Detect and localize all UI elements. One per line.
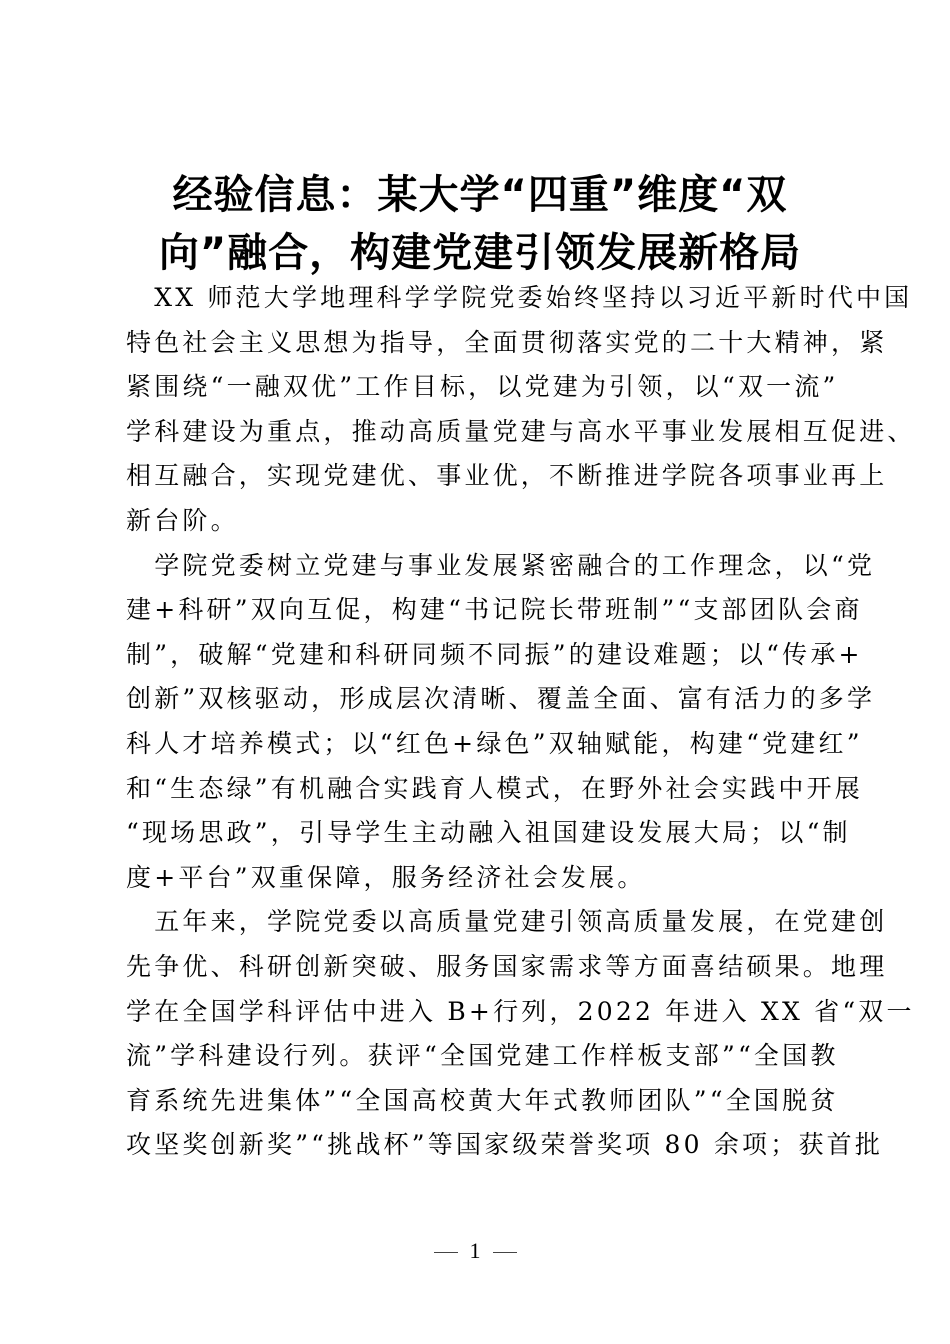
text-line: 创新”双核驱动，形成层次清晰、覆盖全面、富有活力的多学	[126, 684, 876, 714]
footer-dash-right	[493, 1252, 517, 1253]
document-title	[120, 166, 840, 282]
text-line: 特色社会主义思想为指导，全面贯彻落实党的二十大精神，紧	[126, 327, 888, 357]
text-line: 制”，破解“党建和科研同频不同振”的建设难题；以“传承+	[126, 639, 863, 669]
text-line: 育系统先进集体”“全国高校黄大年式教师团队”“全国脱贫	[126, 1085, 839, 1115]
document-body	[126, 276, 916, 1168]
title-line: 经验信息：某大学“四重”维度“双	[172, 172, 788, 218]
text-line: 学院党委树立党建与事业发展紧密融合的工作理念，以“党	[126, 550, 876, 580]
footer-dash-left	[434, 1252, 458, 1253]
text-line: “现场思政”，引导学生主动融入祖国建设发展大局；以“制	[126, 818, 851, 848]
page-footer	[0, 1238, 950, 1264]
text-line: 攻坚奖创新奖”“挑战杯”等国家级荣誉奖项 80 余项；获首批	[126, 1130, 884, 1160]
text-line: 流”学科建设行列。获评“全国党建工作样板支部”“全国教	[126, 1041, 839, 1071]
paragraph-1	[126, 276, 916, 544]
text-line: 相互融合，实现党建优、事业优，不断推进学院各项事业再上	[126, 461, 888, 491]
text-line: 学在全国学科评估中进入 B+行列，2022 年进入 XX 省“双一	[126, 996, 915, 1026]
paragraph-3	[126, 900, 915, 1168]
text-line: 度+平台”双重保障，服务经济社会发展。	[126, 862, 646, 892]
text-line: XX 师范大学地理科学学院党委始终坚持以习近平新时代中国	[126, 283, 913, 312]
text-line: 和“生态绿”有机融合实践育人模式，在野外社会实践中开展	[126, 773, 863, 803]
text-line: 学科建设为重点，推动高质量党建与高水平事业发展相互促进、	[126, 416, 916, 446]
text-line: 科人才培养模式；以“红色+绿色”双轴赋能，构建“党建红”	[126, 728, 863, 758]
text-line: 五年来，学院党委以高质量党建引领高质量发展，在党建创	[126, 907, 888, 937]
text-line: 新台阶。	[126, 505, 239, 535]
paragraph-2	[126, 544, 876, 901]
title-line: 向”融合，构建党建引领发展新格局	[158, 230, 802, 276]
text-line: 先争优、科研创新突破、服务国家需求等方面喜结硕果。地理	[126, 951, 888, 981]
text-line: 建+科研”双向互促，构建“书记院长带班制”“支部团队会商	[126, 595, 863, 625]
text-line: 紧围绕“一融双优”工作目标，以党建为引领，以“双一流”	[126, 372, 839, 402]
page-number: 1	[469, 1238, 481, 1263]
